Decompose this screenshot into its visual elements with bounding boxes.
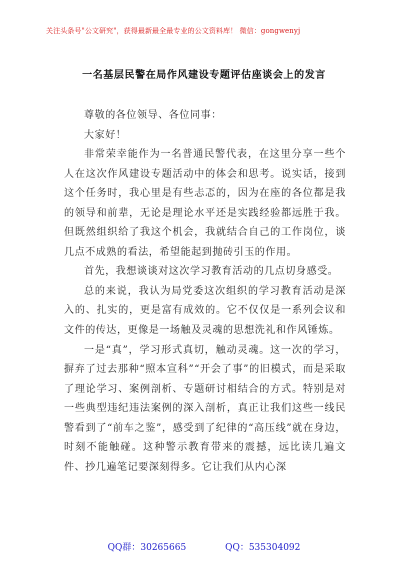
paragraph: 总的来说，我认为局党委这次组织的学习教育活动是深入的、扎实的，更是富有成效的。它不仅仅是一系列会议和文件的传达，更像是一场触及灵魂的思想洗礼和作风锤炼。	[64, 285, 346, 337]
paragraph-greeting: 大家好！	[84, 129, 127, 141]
paragraph: 非常荣幸能作为一名普通民警代表，在这里分享一些个人在这次作风建设专题活动中的体会和思考。说实话，接到这个任务时，我心里是有些忐忑的，因为在座的各位都是我的领导和前辈，无论是理论水平还是实践经验都远胜于我。但既然组织给了我这个机会，我就结合自己的工作岗位，谈几点不成熟的看法，希望能起到抛砖引玉的作用。	[64, 149, 346, 258]
document-body	[64, 106, 346, 477]
paragraph-salutation: 尊敬的各位领导、各位同事：	[84, 110, 222, 121]
footer-qq-number: QQ：535304092	[225, 543, 301, 553]
header-promo-note: 关注头条号"公文研究"，获得最新最全最专业的公文资料库！ 微信：gongwenyj	[46, 27, 301, 35]
page-footer	[0, 540, 408, 553]
footer-qq-group: QQ群：30265665	[107, 543, 187, 553]
paragraph: 首先，我想谈谈对这次学习教育活动的几点切身感受。	[84, 266, 339, 278]
document-title: 一名基层民警在局作风建设专题评估座谈会上的发言	[82, 70, 326, 81]
paragraph: 一是“真”，学习形式真切，触动灵魂。这一次的学习，摒弃了过去那种“照本宣科”“开会了事”的旧模式，而是采取了理论学习、案例剖析、专题研讨相结合的方式。特别是对一些典型违纪违法案例的深入剖析，真正让我们这些一线民警看到了“前车之鉴”，感受到了纪律的“高压线”就在身边，时刻不能触碰。这种警示教育带来的震撼，远比读几遍文件、抄几遍笔记要深刻得多。它让我们从内心深	[64, 344, 346, 473]
